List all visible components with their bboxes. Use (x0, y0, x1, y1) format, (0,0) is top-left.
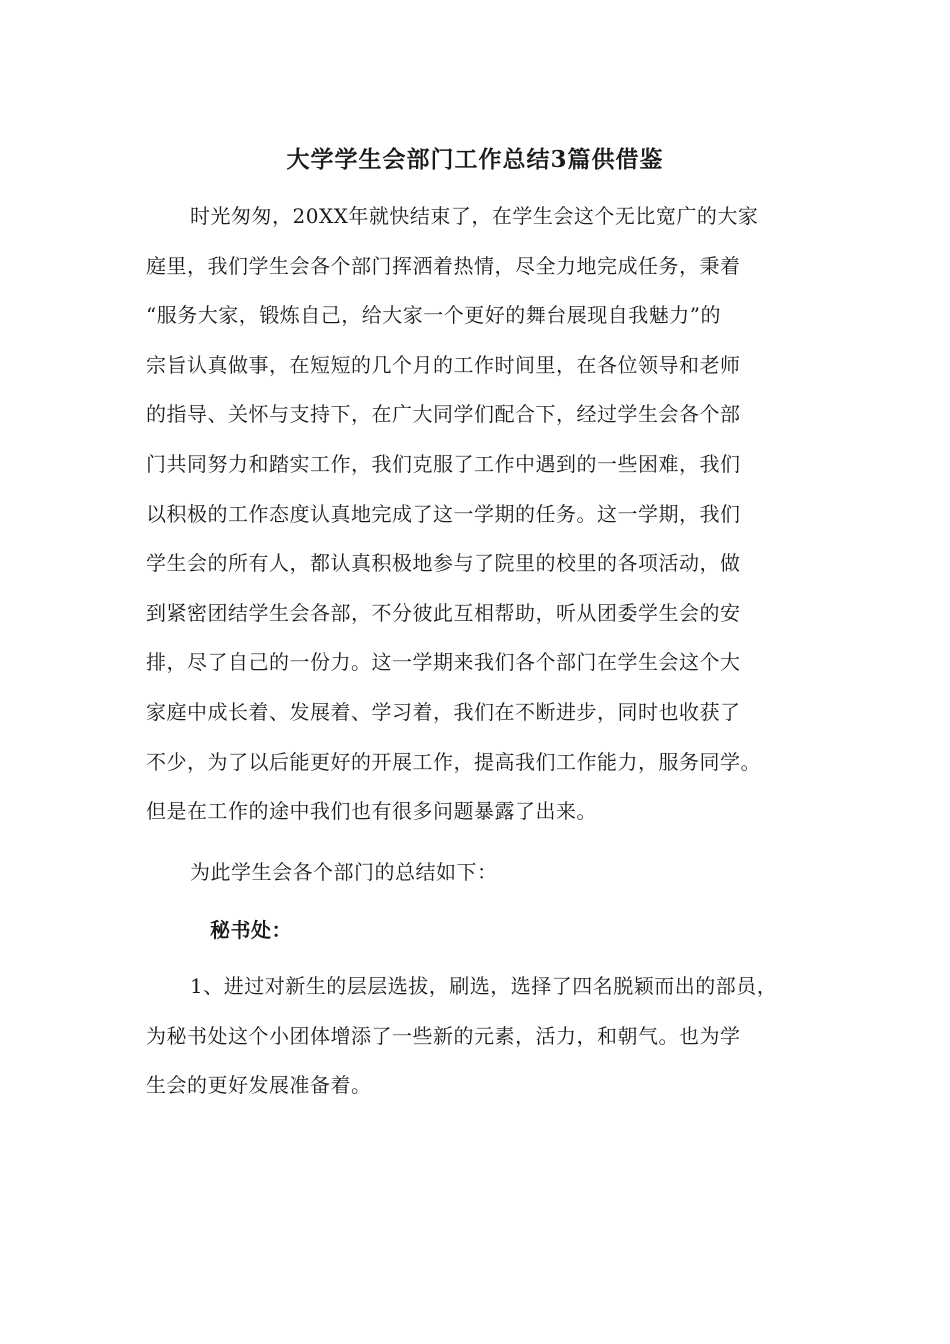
document-title: 大学学生会部门工作总结3篇供借鉴 (286, 146, 664, 173)
intro-paragraph (146, 192, 806, 837)
paragraph-line: 学生会的所有人，都认真积极地参与了院里的校里的各项活动，做 (146, 551, 741, 576)
paragraph-line: 以积极的工作态度认真地完成了这一学期的任务。这一学期，我们 (146, 501, 741, 526)
secretariat-paragraph (146, 962, 806, 1111)
section-heading-secretariat: 秘书处： (210, 918, 292, 942)
paragraph-line: 为秘书处这个小团体增添了一些新的元素，活力，和朝气。也为学 (146, 1023, 741, 1048)
paragraph-line: 家庭中成长着、发展着、学习着，我们在不断进步，同时也收获了 (146, 699, 741, 724)
paragraph-line: 宗旨认真做事，在短短的几个月的工作时间里，在各位领导和老师 (146, 352, 741, 377)
paragraph-line: “服务大家，锻炼自己，给大家一个更好的舞台展现自我魅力”的 (146, 303, 721, 328)
paragraph-line: 生会的更好发展准备着。 (146, 1073, 372, 1098)
paragraph-line: 的指导、关怀与支持下，在广大同学们配合下，经过学生会各个部 (146, 402, 741, 427)
paragraph-line: 1、进过对新生的层层选拔，刷选，选择了四名脱颖而出的部员， (190, 974, 778, 998)
paragraph-line: 时光匆匆，20XX年就快结束了，在学生会这个无比宽广的大家 (190, 204, 759, 228)
paragraph-line: 到紧密团结学生会各部，不分彼此互相帮助，听从团委学生会的安 (146, 600, 741, 625)
paragraph-line: 不少，为了以后能更好的开展工作，提高我们工作能力，服务同学。 (146, 749, 761, 774)
summary-intro-paragraph: 为此学生会各个部门的总结如下： (190, 860, 498, 884)
paragraph-line: 但是在工作的途中我们也有很多问题暴露了出来。 (146, 799, 597, 824)
paragraph-line: 排，尽了自己的一份力。这一学期来我们各个部门在学生会这个大 (146, 650, 741, 675)
paragraph-line: 门共同努力和踏实工作，我们克服了工作中遇到的一些困难，我们 (146, 451, 741, 476)
paragraph-line: 庭里，我们学生会各个部门挥洒着热情，尽全力地完成任务，秉着 (146, 253, 741, 278)
